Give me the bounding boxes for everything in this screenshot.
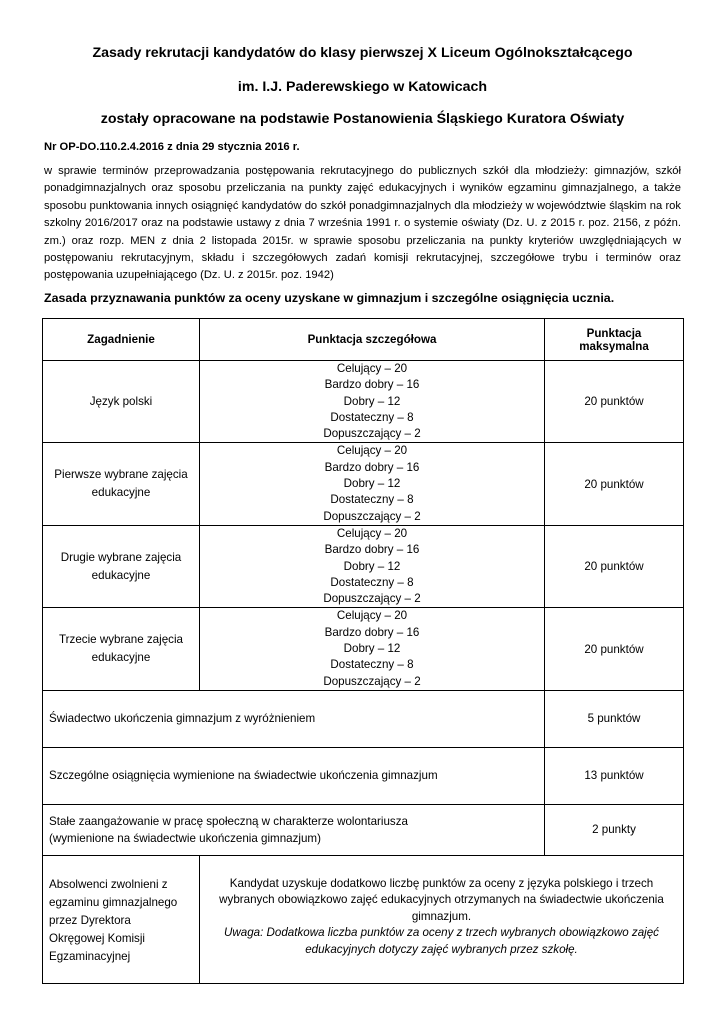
grade-list [200,608,545,690]
grade-item: Bardzo dobry – 16 [324,625,420,639]
subject-name: Język polski [43,361,200,443]
extra-label-line: Stałe zaangażowanie w pracę społeczną w charakterze wolontariusza [49,814,408,828]
exempt-label-line: Okręgowej Komisji [49,931,145,945]
scoring-table [42,318,684,984]
intro-line: szkół ponadgimnazjalnych oraz sposobu przeliczania na punkty zajęć edukacyjnych i wyników egzaminu [44,165,681,195]
subject-name: Trzecie wybrane zajęcia edukacyjne [43,608,200,690]
intro-line: w sprawie terminów przeprowadzania postępowania rekrutacyjnego do publicznych szkół dla młodzieży: gimnazjów, [44,165,650,177]
section-title: Zasada przyznawania punktów za oceny uzyskane w gimnazjum i szczególne osiągnięcia ucznia. [44,291,615,305]
intro-paragraph [44,163,681,285]
header-max-line: maksymalna [579,339,649,353]
table-row [43,608,684,690]
grade-item: Dostateczny – 8 [330,493,414,507]
exempt-note-text: Kandydat uzyskuje dodatkowo liczbę punktów za oceny z języka polskiego i trzech wybranych obowiązkowo zajęć edukacyjnych otrzymanych na świadectwie ukończenia gimnazjum. [219,876,664,923]
subject-name: Pierwsze wybrane zajęcia edukacyjne [43,443,200,525]
exempt-label-line: Absolwenci zwolnieni z [49,877,168,891]
grade-item: Dobry – 12 [343,477,401,491]
grade-list [200,361,545,443]
grade-item: Celujący – 20 [336,362,408,375]
exempt-label [43,855,200,983]
grade-item: Dostateczny – 8 [330,575,414,589]
grade-list [200,443,545,525]
table-row [43,525,684,607]
header-max-line: Punktacja [586,326,642,340]
table-row [43,804,684,855]
grade-item: Celujący – 20 [336,526,408,540]
intro-line: systemie oświaty (Dz. U. z 2015 r. poz. 2156, z późn. zm.) oraz rozp. MEN z dnia 2 listopada 2015r. w sprawie sposobu [44,217,682,247]
intro-line: gimnazjalnego, a także sposobu punktowania innych osiągnięć kandydatów do szkół ponadgimnazjalnych dla [44,182,681,212]
grade-item: Bardzo dobry – 16 [324,460,420,474]
grade-item: Dopuszczający – 2 [323,674,421,688]
exempt-label-line: Egzaminacyjnej [49,949,131,963]
intro-line: młodzieży w województwie śląskim na rok szkolny 2016/2017 oraz na podstawie ustawy z dnia 7 września 1991 r. o [44,199,681,230]
grade-list [200,525,545,607]
grade-item: Bardzo dobry – 16 [324,378,420,392]
grade-item: Bardzo dobry – 16 [324,543,420,557]
grade-item: Dobry – 12 [343,642,401,656]
extra-label: Świadectwo ukończenia gimnazjum z wyróżnieniem [43,690,545,747]
grade-item: Celujący – 20 [336,609,408,623]
intro-line: komisji rekrutacyjnej, szczegółowe trybu i terminów oraz postępowania uzupełniającego (Dz. U. z 2015r. poz. 1942) [44,252,681,282]
grade-item: Dopuszczający – 2 [323,509,421,523]
exempt-note-italic: Uwaga: Dodatkowa liczba punktów za oceny z trzech wybranych obowiązkowo zajęć edukacyjnych dotyczy zajęć wybranych przez szkołę. [224,926,659,956]
table-row [43,855,684,983]
grade-item: Dostateczny – 8 [330,410,414,424]
grade-item: Celujący – 20 [336,444,408,458]
max-points: 20 punktów [545,443,684,525]
exempt-note [200,855,684,983]
grade-item: Dobry – 12 [343,559,401,573]
extra-label [43,804,545,855]
grade-item: Dostateczny – 8 [330,658,414,672]
exempt-label-line: przez Dyrektora [49,913,131,927]
max-points: 13 punktów [545,747,684,804]
max-points: 20 punktów [545,525,684,607]
exempt-label-line: egzaminu gimnazjalnego [49,895,178,909]
grade-item: Dopuszczający – 2 [323,427,421,441]
title-line-1: Zasady rekrutacji kandydatów do klasy pierwszej X Liceum Ogólnokształcącego [92,45,633,61]
max-points: 2 punkty [545,804,684,855]
title-line-3: zostały opracowane na podstawie Postanowienia Śląskiego Kuratora Oświaty [100,111,625,127]
max-points: 5 punktów [545,690,684,747]
table-row [43,361,684,443]
header-max [545,319,684,361]
extra-label: Szczególne osiągnięcia wymienione na świadectwie ukończenia gimnazjum [43,747,545,804]
grade-item: Dobry – 12 [343,394,401,408]
table-row [43,443,684,525]
max-points: 20 punktów [545,361,684,443]
subject-name: Drugie wybrane zajęcia edukacyjne [43,525,200,607]
grade-item: Dopuszczający – 2 [323,592,421,606]
intro-line: przeliczania na punkty kryteriów uwzględniających w postępowaniu rekrutacyjnym, składu i szczegółowych zadań [44,234,682,265]
table-row [43,747,684,804]
table-header-row [43,319,684,361]
header-topic: Zagadnienie [43,319,200,361]
decree-number: Nr OP-DO.110.2.4.2016 z dnia 29 stycznia 2016 r. [44,141,300,153]
header-detail: Punktacja szczegółowa [200,319,545,361]
title-line-2: im. I.J. Paderewskiego w Katowicach [237,79,488,95]
table-row [43,690,684,747]
extra-label-line: (wymienione na świadectwie ukończenia gimnazjum) [49,831,321,845]
max-points: 20 punktów [545,608,684,690]
